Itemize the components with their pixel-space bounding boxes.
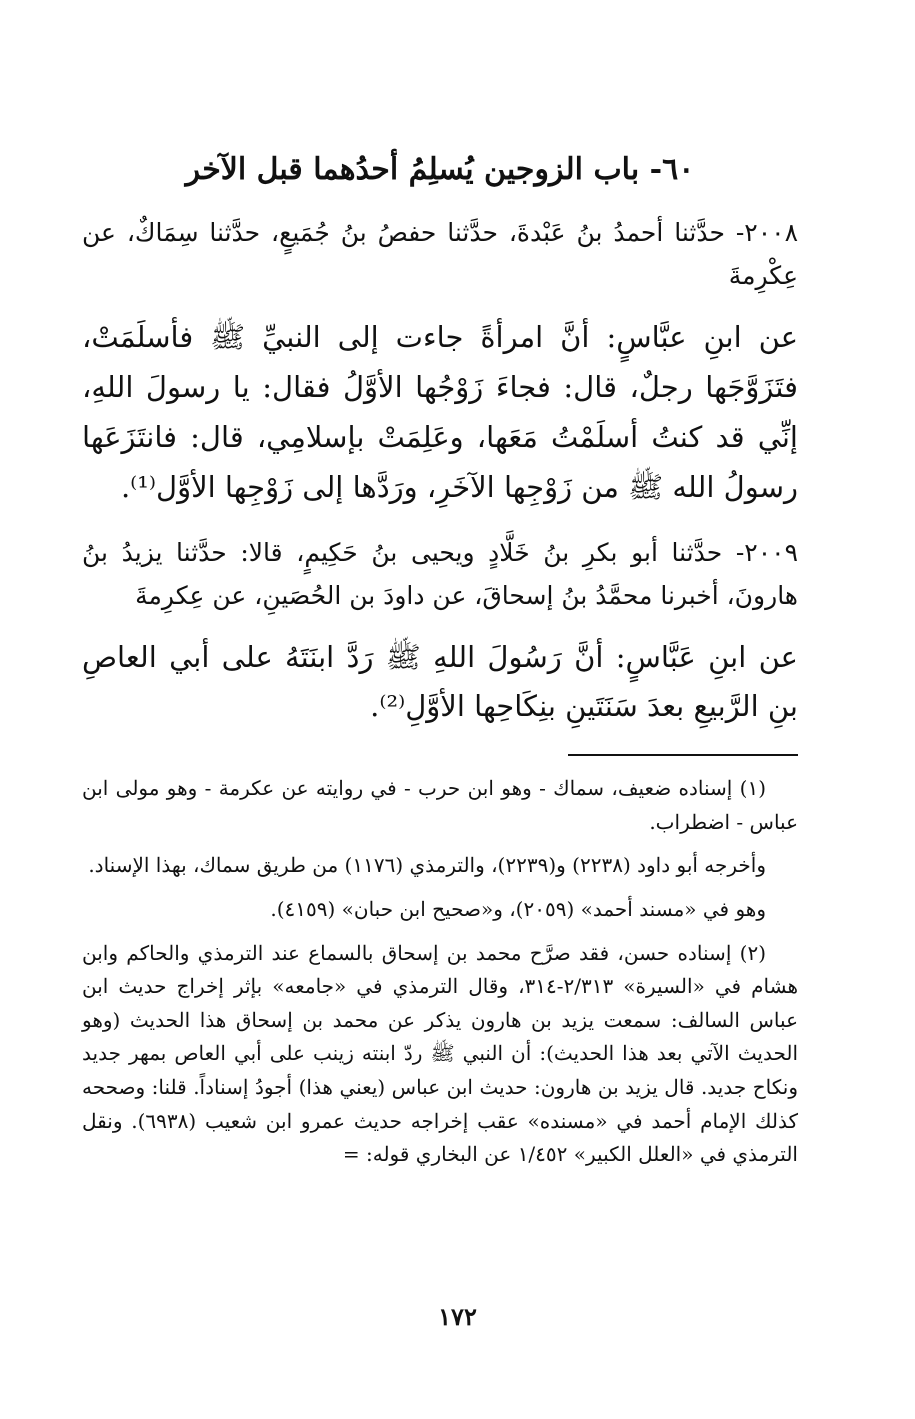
- hadith-matn: عن ابنِ عبَّاسٍ: أنَّ امرأةً جاءت إلى النبيِّ ﷺ فأسلَمَتْ، فتَزَوَّجَها رجلٌ، قال: فجاءَ زَوْجُها الأوَّلُ فقال: يا رسولَ اللهِ، إنِّي قد كنتُ أسلَمْتُ مَعَها، وعَلِمَتْ بإسلامِي، قال: فانتَزَعَها رسولُ الله ﷺ من زَوْجِها الآخَرِ، ورَدَّها إلى زَوْجِها الأوَّل⁽¹⁾.: [82, 320, 798, 504]
- hadith-2009: [82, 531, 798, 733]
- footnote-1: (١) إسناده ضعيف، سماك - وهو ابن حرب - في روايته عن عكرمة - وهو مولى ابن عباس - اضطراب.: [82, 776, 798, 834]
- hadith-matn: عن ابنِ عَبَّاسٍ: أنَّ رَسُولَ اللهِ ﷺ رَدَّ ابنَتَهُ على أبي العاصِ بنِ الرَّبيعِ بعدَ سَنَتَينِ بنِكَاحِها الأوَّلِ⁽²⁾.: [82, 639, 798, 724]
- footnote-2: (٢) إسناده حسن، فقد صرَّح محمد بن إسحاق بالسماع عند الترمذي والحاكم وابن هشام في «السيرة» ٢/٣١٣-٣١٤، وقال الترمذي في «جامعه» بإثر إخراج حديث ابن عباس السالف: سمعت يزيد بن هارون يذكر عن محمد بن إسحاق هذا الحديث (وهو الحديث الآتي بعد هذا الحديث): أن النبي ﷺ ردّ ابنته زينب على أبي العاص بمهر جديد ونكاح جديد. قال يزيد بن هارون: حديث ابن عباس (يعني هذا) أجودُ إسناداً. قلنا: وصححه كذلك الإمام أحمد في «مسنده» عقب إخراجه حديث عمرو ابن شعيب (٦٩٣٨). ونقل الترمذي في «العلل الكبير» ١/٤٥٢ عن البخاري قوله: =: [82, 940, 799, 1167]
- hadith-2008: [82, 211, 798, 513]
- footnote-1-references: وهو في «مسند أحمد» (٢٠٥٩)، و«صحيح ابن حبان» (٤١٥٩).: [270, 897, 766, 922]
- footnotes: [82, 772, 798, 1172]
- page-body: [82, 150, 798, 1182]
- page-number: ١٧٢: [438, 1302, 477, 1331]
- chapter-title: ٦٠- باب الزوجين يُسلِمُ أحدُهما قبل الآخر: [185, 152, 695, 187]
- footnote-divider: [568, 754, 798, 756]
- hadith-isnad: ٢٠٠٩- حدَّثنا أبو بكرِ بنُ خَلَّادٍ ويحيى بنُ حَكِيمٍ، قالا: حدَّثنا يزيدُ بنُ هارونَ، أخبرنا محمَّدُ بنُ إسحاقَ، عن داودَ بن الحُصَينِ، عن عِكرِمةَ: [82, 537, 798, 610]
- footnote-1-takhrij: وأخرجه أبو داود (٢٢٣٨) و(٢٢٣٩)، والترمذي (١١٧٦) من طريق سماك، بهذا الإسناد.: [88, 853, 766, 878]
- hadith-isnad: ٢٠٠٨- حدَّثنا أحمدُ بنُ عَبْدةَ، حدَّثنا حفصُ بنُ جُمَيعٍ، حدَّثنا سِمَاكٌ، عن عِكْرِمةَ: [82, 218, 798, 290]
